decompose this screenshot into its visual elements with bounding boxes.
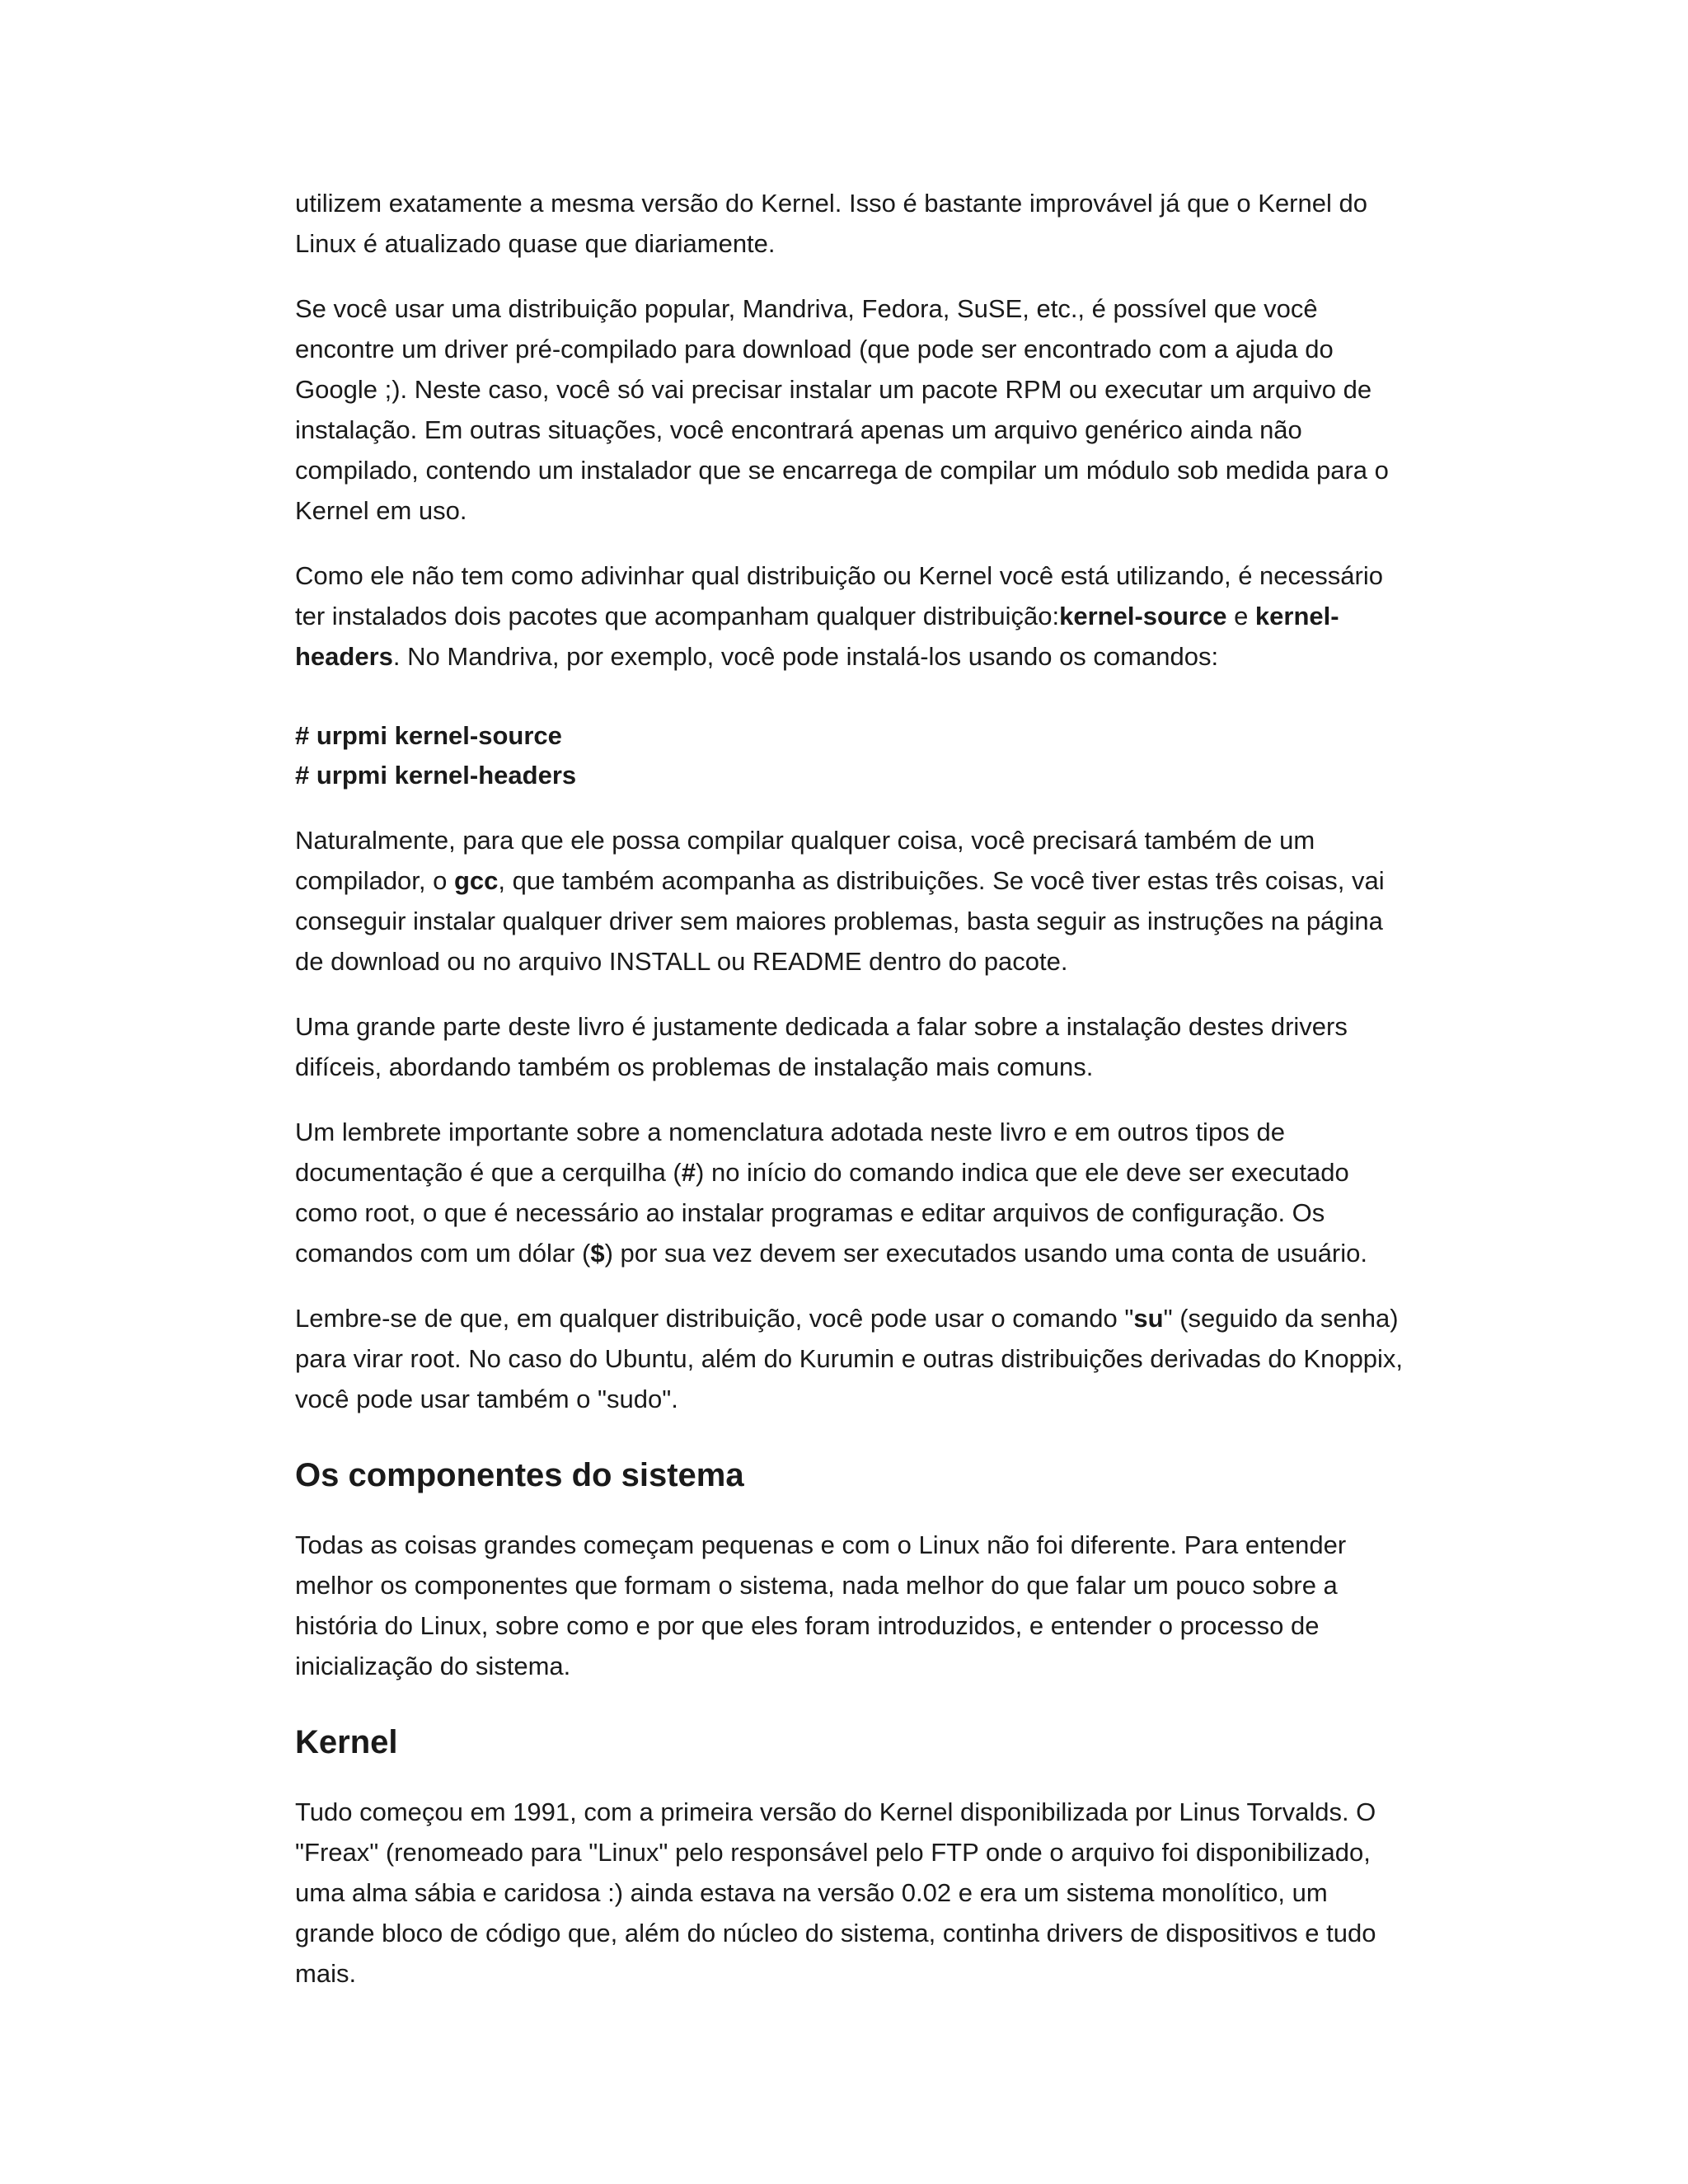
text-segment: Como ele não tem como adivinhar qual distribuição ou Kernel você está utilizando, é necessário ter instalados dois pacotes que acompanham qualquer distribuição: <box>295 561 1383 630</box>
command-line: # urpmi kernel-source <box>295 721 562 750</box>
paragraph-su-root <box>295 1298 1408 1419</box>
paragraph-nomenclature <box>295 1112 1408 1273</box>
paragraph-kernel-version: utilizem exatamente a mesma versão do Kernel. Isso é bastante improvável já que o Kernel do Linux é atualizado quase que diariamente. <box>295 189 1367 258</box>
text-segment: ) no início do comando indica que ele deve ser executado como root, o que é necessário ao instalar programas e editar arquivos de configuração. Os comandos com um dólar ( <box>295 1158 1349 1268</box>
text-segment: Um lembrete importante sobre a nomenclatura adotada neste livro e em outros tipos de documentação é que a cerquilha ( <box>295 1118 1286 1187</box>
term-su: su <box>1133 1304 1164 1333</box>
paragraph-precompiled-drivers: Se você usar uma distribuição popular, Mandriva, Fedora, SuSE, etc., é possível que você encontre um driver pré-compilado para download (que pode ser encontrado com a ajuda do Google ;). Neste caso, você só vai precisar instalar um pacote RPM ou executar um arquivo de instalação. Em outras situações, você encontrará apenas um arquivo genérico ainda não compilado, contendo um instalador que se encarrega de compilar um módulo sob medida para o Kernel em uso. <box>295 294 1389 525</box>
command-line: # urpmi kernel-headers <box>295 761 577 790</box>
symbol-hash: # <box>681 1158 696 1187</box>
text-segment: Naturalmente, para que ele possa compilar qualquer coisa, você precisará também de um compilador, o <box>295 826 1315 895</box>
text-segment: ) por sua vez devem ser executados usando uma conta de usuário. <box>604 1239 1367 1268</box>
section-text-kernel: Tudo começou em 1991, com a primeira versão do Kernel disponibilizada por Linus Torvalds. O "Freax" (renomeado para "Linux" pelo responsável pelo FTP onde o arquivo foi disponibilizado, uma alma sábia e caridosa :) ainda estava na versão 0.02 e era um sistema monolítico, um grande bloco de código que, além do núcleo do sistema, continha drivers de dispositivos e tudo mais. <box>295 1797 1376 1988</box>
paragraph-book-focus: Uma grande parte deste livro é justamente dedicada a falar sobre a instalação destes drivers difíceis, abordando também os problemas de instalação mais comuns. <box>295 1012 1348 1081</box>
term-gcc: gcc <box>454 866 499 895</box>
paragraph-required-packages <box>295 555 1408 677</box>
text-segment: , que também acompanha as distribuições. Se você tiver estas três coisas, vai conseguir instalar qualquer driver sem maiores problemas, basta seguir as instruções na página de download ou no arquivo INSTALL ou README dentro do pacote. <box>295 866 1385 976</box>
document-page <box>295 183 1408 2018</box>
section-text-components: Todas as coisas grandes começam pequenas e com o Linux não foi diferente. Para entender melhor os componentes que formam o sistema, nada melhor do que falar um pouco sobre a história do Linux, sobre como e por que eles foram introduzidos, e entender o processo de inicialização do sistema. <box>295 1530 1347 1680</box>
command-block <box>295 716 1408 795</box>
text-segment: Lembre-se de que, em qualquer distribuição, você pode usar o comando " <box>295 1304 1134 1333</box>
package-kernel-headers: kernel-headers <box>295 602 1339 671</box>
text-segment: . No Mandriva, por exemplo, você pode instalá-los usando os comandos: <box>392 642 1219 671</box>
package-kernel-source: kernel-source <box>1059 602 1227 630</box>
text-segment: e <box>1226 602 1255 630</box>
symbol-dollar: $ <box>590 1239 605 1268</box>
text-segment: " (seguido da senha) para virar root. No caso do Ubuntu, além do Kurumin e outras distribuições derivadas do Knoppix, você pode usar também o "sudo". <box>295 1304 1404 1413</box>
section-heading-components: Os componentes do sistema <box>295 1457 744 1493</box>
section-heading-kernel: Kernel <box>295 1724 398 1760</box>
paragraph-gcc-compiler <box>295 820 1408 982</box>
